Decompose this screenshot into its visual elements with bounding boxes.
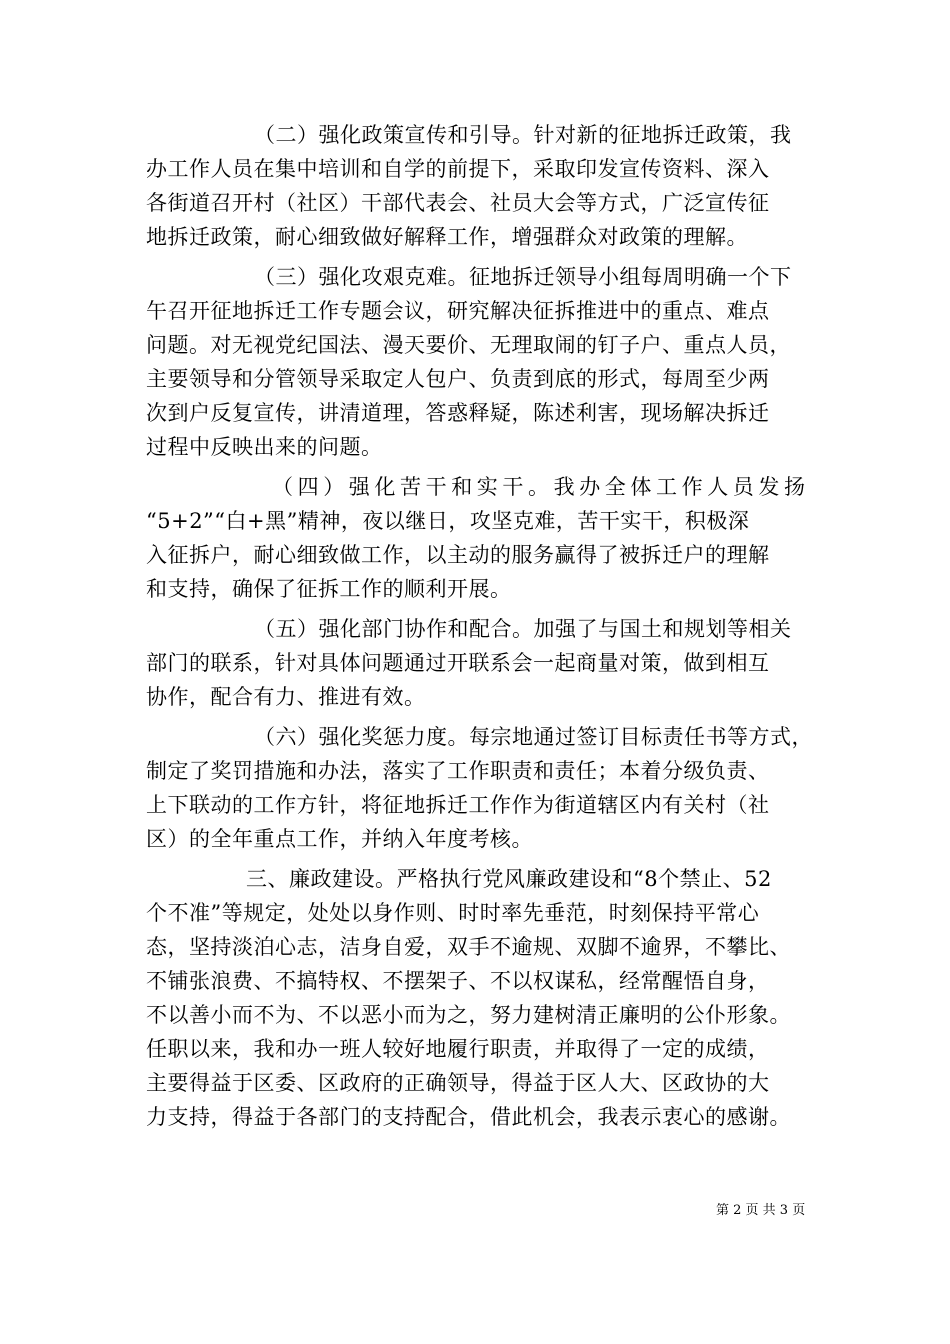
paragraph-rewards-penalties (146, 720, 822, 856)
paragraph-department-coordination (146, 612, 822, 714)
text-line: （二）强化政策宣传和引导。针对新的征地拆迁政策，我 (254, 123, 792, 147)
document-body (146, 118, 822, 1134)
paragraph-integrity-building (146, 862, 822, 1134)
text-line: 问题。对无视党纪国法、漫天要价、无理取闹的钉子户、重点人员， (146, 333, 791, 357)
text-line: 三、廉政建设。严格执行党风廉政建设和“8个禁止、52 (246, 867, 772, 891)
paragraph-tackle-difficulties (146, 260, 822, 464)
text-line: “5+2”“白+黑”精神，夜以继日，攻坚克难，苦干实干，积极深 (146, 509, 750, 533)
text-line: 态，坚持淡泊心志，洁身自爱，双手不逾规、双脚不逾界，不攀比、 (146, 935, 791, 959)
text-line: 不以善小而不为、不以恶小而为之，努力建树清正廉明的公仆形象。 (146, 1003, 791, 1027)
text-line: 主要得益于区委、区政府的正确领导，得益于区人大、区政协的大 (146, 1071, 770, 1095)
text-line: 力支持，得益于各部门的支持配合，借此机会，我表示衷心的感谢。 (146, 1105, 791, 1129)
text-line: 办工作人员在集中培训和自学的前提下，采取印发宣传资料、深入 (146, 157, 770, 181)
text-line: 次到户反复宣传，讲清道理，答惑释疑，陈述利害，现场解决拆迁 (146, 401, 770, 425)
text-line: 区）的全年重点工作，并纳入年度考核。 (146, 827, 533, 851)
text-line: （四）强化苦干和实干。我办全体工作人员发扬 (272, 475, 810, 499)
text-line: 任职以来，我和办一班人较好地履行职责，并取得了一定的成绩， (146, 1037, 770, 1061)
text-line: 各街道召开村（社区）干部代表会、社员大会等方式，广泛宣传征 (146, 191, 770, 215)
text-line: （六）强化奖惩力度。每宗地通过签订目标责任书等方式， (254, 725, 813, 749)
text-line: 主要领导和分管领导采取定人包户、负责到底的形式，每周至少两 (146, 367, 770, 391)
text-line: 不铺张浪费、不搞特权、不摆架子、不以权谋私，经常醒悟自身， (146, 969, 770, 993)
paragraph-policy-publicity (146, 118, 822, 254)
text-line: 和支持，确保了征拆工作的顺利开展。 (146, 577, 512, 601)
text-line: 过程中反映出来的问题。 (146, 435, 383, 459)
text-line: 午召开征地拆迁工作专题会议，研究解决征拆推进中的重点、难点 (146, 299, 770, 323)
text-line: （五）强化部门协作和配合。加强了与国土和规划等相关 (254, 617, 792, 641)
text-line: 地拆迁政策，耐心细致做好解释工作，增强群众对政策的理解。 (146, 225, 748, 249)
text-line: 上下联动的工作方针，将征地拆迁工作作为街道辖区内有关村（社 (146, 793, 770, 817)
text-line: （三）强化攻艰克难。征地拆迁领导小组每周明确一个下 (254, 265, 792, 289)
text-line: 制定了奖罚措施和办法，落实了工作职责和责任；本着分级负责、 (146, 759, 770, 783)
text-line: 部门的联系，针对具体问题通过开联系会一起商量对策，做到相互 (146, 651, 770, 675)
text-line: 协作，配合有力、推进有效。 (146, 685, 426, 709)
text-line: 入征拆户，耐心细致做工作，以主动的服务赢得了被拆迁户的理解 (146, 543, 770, 567)
text-line: 个不准”等规定，处处以身作则、时时率先垂范，时刻保持平常心 (146, 901, 760, 925)
page-number-footer: 第 2 页 共 3 页 (716, 1203, 806, 1218)
paragraph-hard-work (146, 470, 822, 606)
